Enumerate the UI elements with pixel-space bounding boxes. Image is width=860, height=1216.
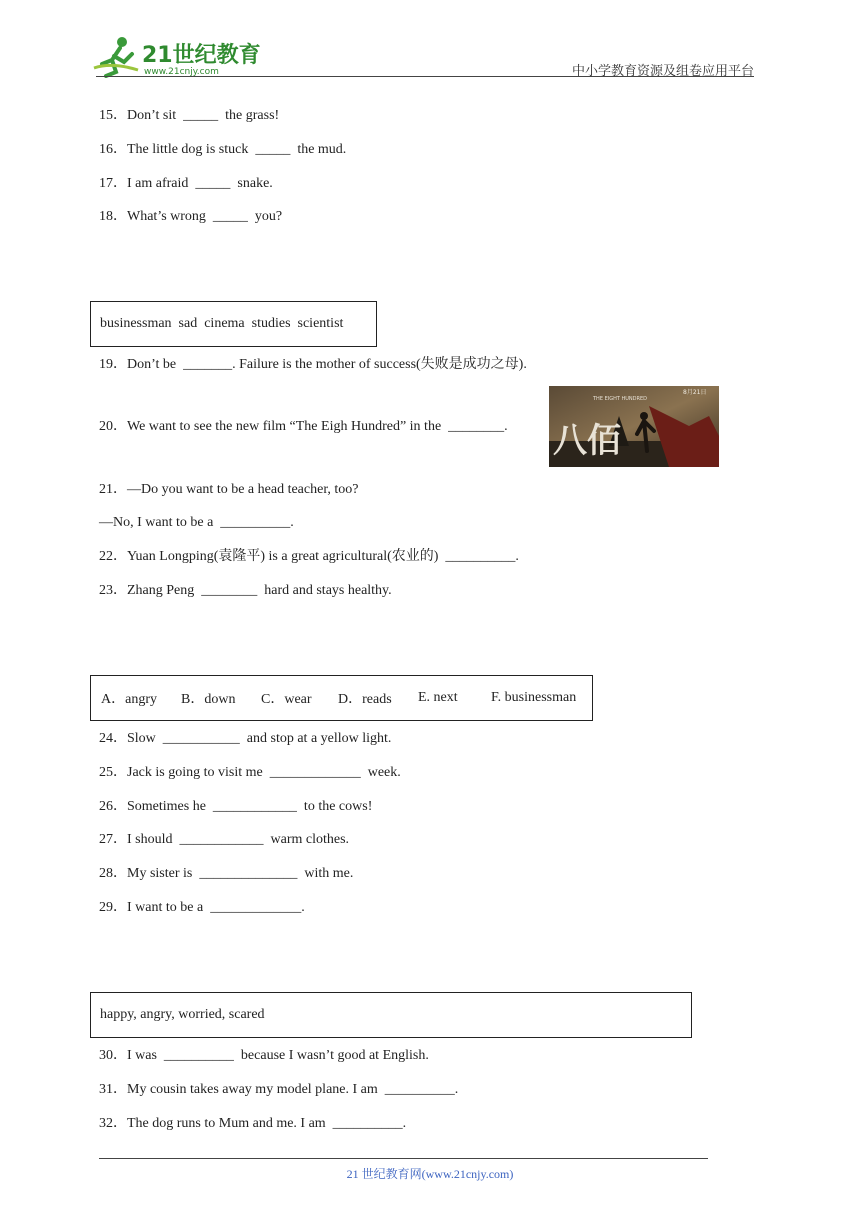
- question-21: 21．—Do you want to be a head teacher, too?: [99, 482, 359, 497]
- header-divider: [96, 76, 754, 77]
- question-21-answer: —No, I want to be a __________.: [99, 515, 294, 530]
- logo-url-text: www.21cnjy.com: [144, 67, 219, 77]
- poster-date-text: 8月21日: [683, 389, 707, 396]
- option-b: B．down: [181, 692, 236, 707]
- question-25: 25．Jack is going to visit me _____________ week.: [99, 765, 401, 780]
- question-15: 15．Don’t sit _____ the grass!: [99, 108, 280, 123]
- question-20: 20．We want to see the new film “The Eigh Hundred” in the ________.: [99, 419, 508, 434]
- option-a: A．angry: [101, 692, 157, 707]
- option-f: F. businessman: [491, 690, 577, 705]
- question-22: 22．Yuan Longping(袁隆平) is a great agricultural(农业的) __________.: [99, 549, 519, 564]
- word-box-1: businessman sad cinema studies scientist: [90, 301, 377, 347]
- question-17: 17．I am afraid _____ snake.: [99, 176, 273, 191]
- options-box: [90, 675, 593, 721]
- question-16: 16．The little dog is stuck _____ the mud.: [99, 142, 347, 157]
- footer-link[interactable]: 21 世纪教育网(www.21cnjy.com): [346, 1167, 514, 1181]
- question-32: 32．The dog runs to Mum and me. I am __________.: [99, 1116, 407, 1131]
- question-31: 31．My cousin takes away my model plane. I am __________.: [99, 1082, 459, 1097]
- poster-subtitle-text: THE EIGHT HUNDRED: [593, 396, 647, 402]
- question-30: 30．I was __________ because I wasn’t good at English.: [99, 1048, 429, 1063]
- site-logo: [92, 34, 262, 78]
- footer-divider: [99, 1158, 708, 1159]
- question-28: 28．My sister is ______________ with me.: [99, 866, 354, 881]
- option-c: C．wear: [261, 692, 312, 707]
- question-19: 19．Don’t be _______. Failure is the mother of success(失败是成功之母).: [99, 357, 527, 372]
- question-26: 26．Sometimes he ____________ to the cows!: [99, 799, 373, 814]
- film-poster-image: [549, 386, 719, 467]
- option-e: E. next: [418, 690, 458, 705]
- header-platform-text: 中小学教育资源及组卷应用平台: [571, 63, 754, 78]
- word-box-2: happy, angry, worried, scared: [90, 992, 692, 1038]
- question-27: 27．I should ____________ warm clothes.: [99, 832, 350, 847]
- logo-main-text: 21世纪教育: [142, 43, 261, 68]
- option-d: D．reads: [338, 692, 392, 707]
- question-24: 24．Slow ___________ and stop at a yellow light.: [99, 731, 392, 746]
- question-23: 23．Zhang Peng ________ hard and stays healthy.: [99, 583, 392, 598]
- question-18: 18．What’s wrong _____ you?: [99, 209, 283, 224]
- question-29: 29．I want to be a _____________.: [99, 900, 305, 915]
- poster-title-text: 八佰: [553, 421, 621, 461]
